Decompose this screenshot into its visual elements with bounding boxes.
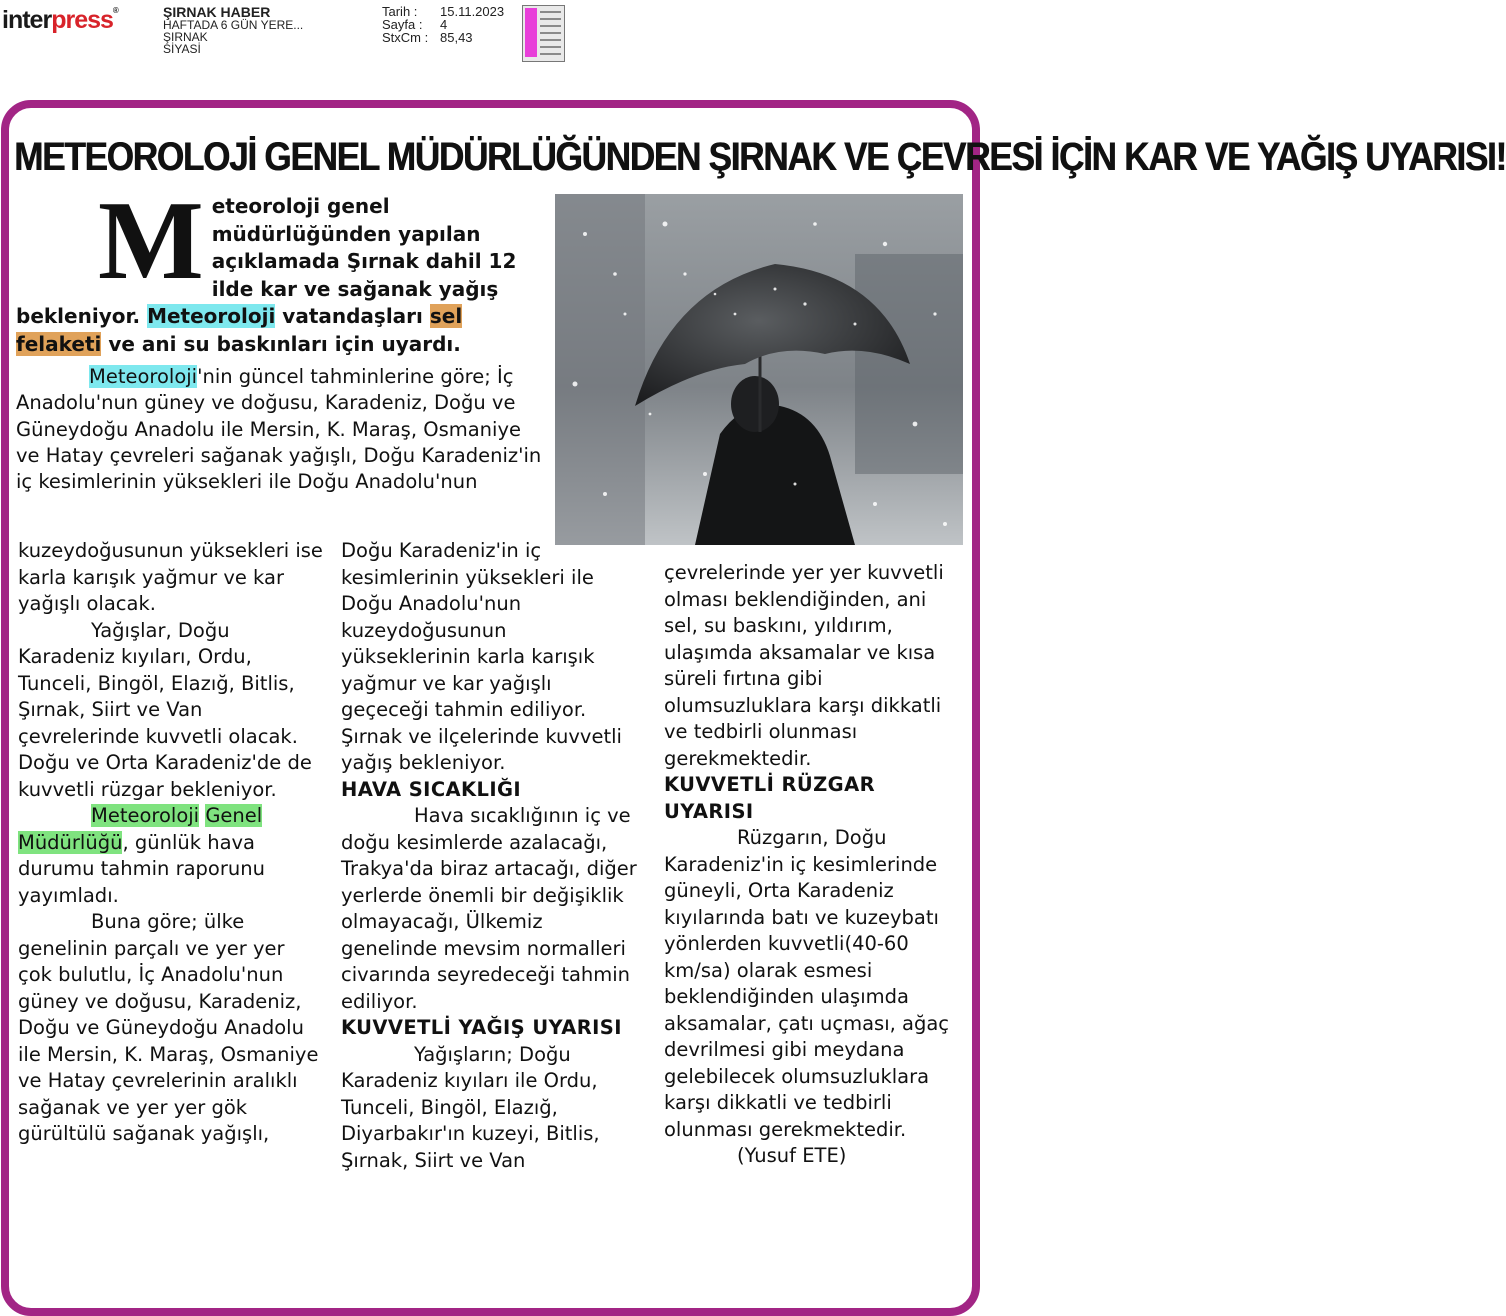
snow-umbrella-photo	[555, 194, 963, 545]
publication-category: SİYASİ	[163, 42, 201, 56]
col1-p3-text: , günlük hava durumu tahmin raporunu yayımladı.	[18, 830, 265, 907]
intro-text: 'nin güncel tahminlerine göre; İç Anadolu'nun güney ve doğusu, Karadeniz, Doğu ve Güneydoğu Anadolu ile Mersin, K. Maraş, Osmaniye ve Hatay çevreleri sağanak yağışlı, Doğu Karadeniz'in iç kesimlerinin yüksekleri ile Doğu Anadolu'nun	[16, 365, 542, 494]
highlight-meteoroloji: Meteoroloji	[147, 304, 276, 328]
interpress-logo	[2, 6, 118, 35]
col1-paragraph-3	[18, 803, 323, 909]
clipping-meta	[382, 5, 504, 44]
col2-paragraph-3	[341, 1042, 641, 1175]
publication-frequency: HAFTADA 6 GÜN YERE...	[163, 18, 304, 32]
intro-paragraph	[16, 364, 546, 495]
col2-paragraph-2	[341, 803, 641, 1015]
col2-paragraph-1: Doğu Karadeniz'in iç kesimlerinin yüksekleri ile Doğu Anadolu'nun kuzeydoğusunun yükseklerinin karla karışık yağmur ve kar yağışlı geçeceği tahmin ediliyor. Şırnak ve ilçelerinde kuvvetli yağış bekleniyor.	[341, 539, 622, 774]
article-column-2	[341, 538, 641, 1174]
drop-cap: M	[98, 179, 204, 303]
stxcm-value: 85,43	[440, 30, 473, 45]
subhead-kuvvetli-ruzgar: KUVVETLİ RÜZGAR UYARISI	[664, 773, 875, 823]
publication-name: ŞIRNAK HABER	[163, 4, 271, 20]
article-column-3	[664, 560, 964, 1170]
col2-p2-text: Hava sıcaklığının iç ve doğu kesimlerde azalacağı, Trakya'da biraz artacağı, diğer yerlerde önemli bir değişiklik olmayacağı, Ülkemiz genelinde mevsim normalleri civarında seyredeceği tahmin ediliyor.	[341, 804, 637, 1013]
lead-text-3: ve ani su baskınları için uyardı.	[108, 331, 461, 356]
logo-part2: press	[51, 6, 113, 34]
highlight-meteoroloji-3: Meteoroloji	[91, 804, 200, 827]
col1-p4-text: Buna göre; ülke genelinin parçalı ve yer yer çok bulutlu, İç Anadolu'nun güney ve doğusu, Karadeniz, Doğu ve Güneydoğu Anadolu ile Mersin, K. Maraş, Osmaniye ve Hatay çevrelerinin aralıklı sağanak ve yer yer gök gürültülü sağanak yağışlı,	[18, 910, 319, 1145]
page-thumbnail[interactable]	[522, 5, 565, 62]
highlight-mudurlugu: Müdürlüğü	[18, 830, 123, 854]
article-column-1	[18, 538, 323, 1148]
col2-p3-text: Yağışların; Doğu Karadeniz kıyıları ile Ordu, Tunceli, Bingöl, Elazığ, Diyarbakır'ın kuzeyi, Bitlis, Şırnak, Siirt ve Van	[341, 1042, 600, 1172]
highlight-sel: sel	[429, 304, 463, 328]
lead-text-2: vatandaşları	[282, 304, 423, 328]
date-label: Tarih :	[382, 4, 418, 19]
highlight-genel: Genel	[205, 804, 263, 827]
col1-paragraph-1: kuzeydoğusunun yüksekleri ise karla karışık yağmur ve kar yağışlı olacak.	[18, 539, 323, 615]
date-value: 15.11.2023	[440, 4, 505, 19]
col1-paragraph-2	[18, 618, 323, 804]
lead-text-1: eteoroloji genel müdürlüğünden yapılan açıklamada Şırnak dahil 12 ilde kar ve sağanak yağış bekleniyor.	[16, 194, 517, 328]
subhead-kuvvetli-yagis: KUVVETLİ YAĞIŞ UYARISI	[341, 1016, 622, 1039]
highlight-felaketi: felaketi	[16, 331, 102, 356]
highlight-meteoroloji-2: Meteoroloji	[89, 365, 198, 388]
page-label: Sayfa :	[382, 17, 423, 32]
col3-p2-text: Rüzgarın, Doğu Karadeniz'in iç kesimlerinde güneyli, Orta Karadeniz kıyılarında batı ve kuzeybatı yönlerden kuvvetli(40-60 km/sa) olarak esmesi beklendiğinden ulaşımda aksamalar, çatı uçması, ağaç devrilmesi gibi meydana gelebilecek olumsuzluklara karşı dikkatli ve tedbirli olunması gerekmektedir.	[664, 826, 950, 1141]
page-value: 4	[440, 17, 448, 32]
col3-paragraph-2	[664, 825, 964, 1143]
publication-info	[163, 5, 303, 55]
col3-paragraph-1: çevrelerinde yer yer kuvvetli olması beklendiğinden, ani sel, su baskını, yıldırım, ulaşımda aksamalar ve kısa süreli fırtına gibi olumsuzluklara karşı dikkatli ve tedbirli olunması gerekmektedir.	[664, 561, 944, 770]
article-lead	[16, 179, 546, 358]
publication-city: ŞIRNAK	[163, 30, 208, 44]
author-signature: (Yusuf ETE)	[737, 1144, 847, 1167]
col1-p2-text: Yağışlar, Doğu Karadeniz kıyıları, Ordu, Tunceli, Bingöl, Elazığ, Bitlis, Şırnak, Siirt ve Van çevrelerinde kuvvetli olacak. Doğu ve Orta Karadeniz'de de kuvvetli rüzgar bekleniyor.	[18, 618, 312, 801]
subhead-hava-sicakligi: HAVA SICAKLIĞI	[341, 777, 522, 801]
stxcm-label: StxCm :	[382, 30, 429, 45]
article-headline: METEOROLOJİ GENEL MÜDÜRLÜĞÜNDEN ŞIRNAK VE ÇEVRESİ İÇİN KAR VE YAĞIŞ UYARISI!	[14, 135, 1506, 179]
logo-part1: inter	[2, 6, 52, 34]
col1-paragraph-4	[18, 909, 323, 1148]
logo-mark: ®	[112, 6, 118, 15]
